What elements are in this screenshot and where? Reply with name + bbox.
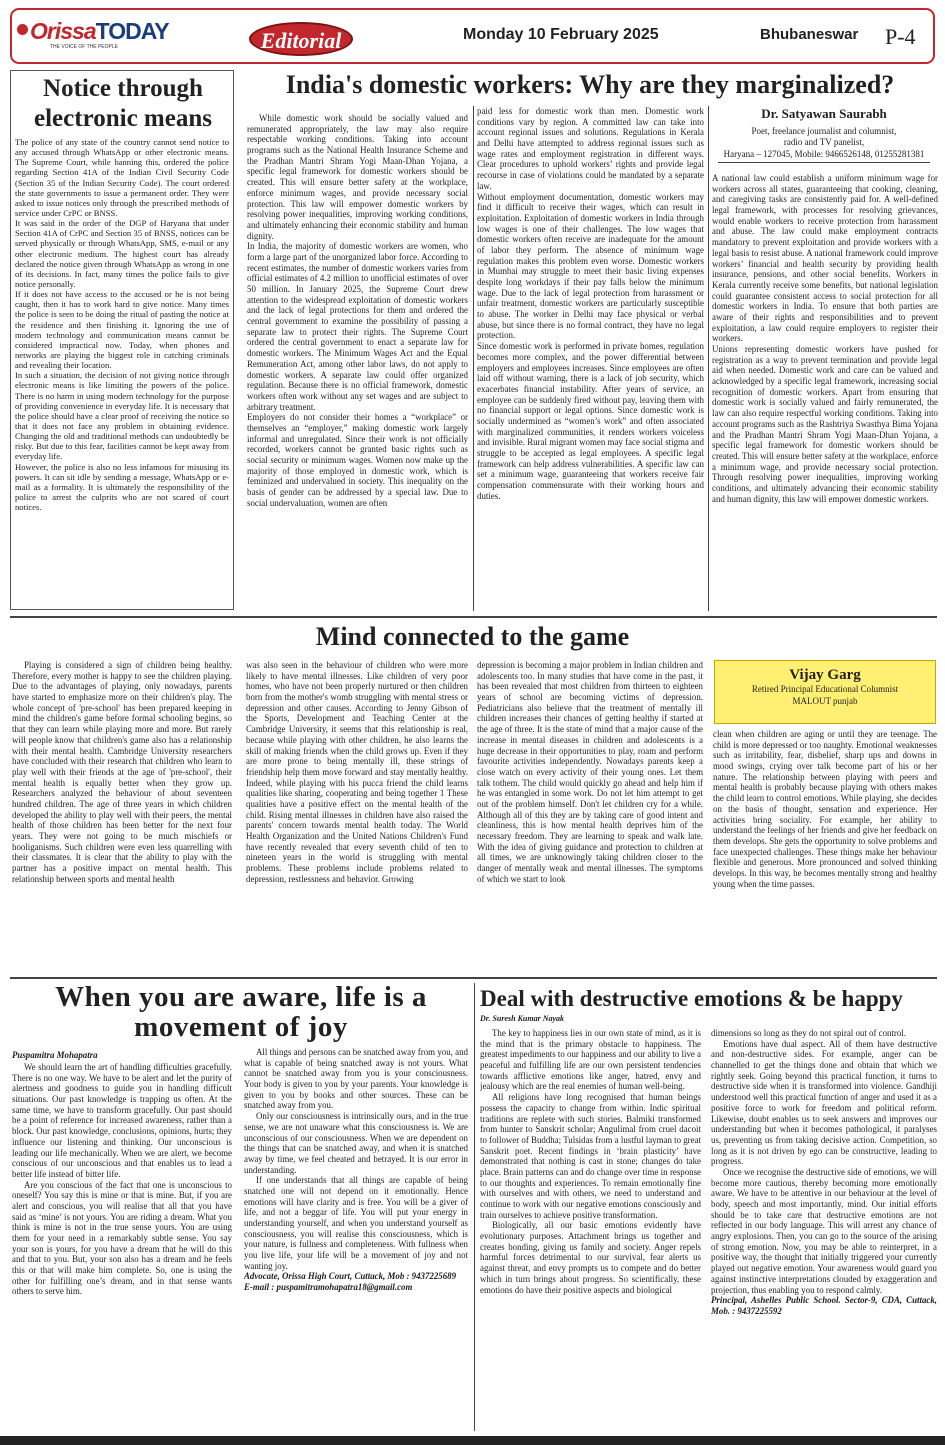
footer-bar	[0, 1436, 945, 1445]
paragraph: Playing is considered a sign of children being healthy. Therefore, every mother is happy to see the children playing. Due to the advantages of playing, only nowadays, parents have started to emphasize more on their children's play. The whole concept of 'pre-school' has been prepared keeping in mind the children's game before formal schooling begins, so that they can learn while playing more and more. But rarely will people know that children's game also has a relationship with their mental health. Cambridge University researchers have concluded with their research that children who learn to play well with their friends at the age of 'pre-school', their mental health is equally better when they grow up. Researchers analyzed the behaviour of about seventeen hundred children. The age of three years in which children developed the ability to play well with their peers, the mental health of those children has been better for the next four years. They were not going to be much mischiefs or hooliganisms. Such children were even less quarrelling with their classmates. It is clear that the ability to play with the partner has a positive impact on mental health. This relationship between sports and mental health	[12, 660, 232, 884]
deal-col-2	[711, 1028, 937, 1432]
issue-city: Bhubaneswar	[760, 26, 859, 43]
notice-body	[15, 137, 229, 607]
deal-author: Dr. Suresh Kumar Nayak	[480, 1014, 565, 1023]
newspaper-logo: OrissaTODAY THE VOICE OF THE PEOPLE	[20, 18, 169, 45]
paragraph: In India, the majority of domestic workers are women, who form a large part of the unorganized labor force. According to recent estimates, the number of domestic workers varies from official estimates of 4.2 million to unofficial estimates of over 50 million. In January 2025, the Supreme Court drew attention to the widespread exploitation of domestic workers and the lack of legal protections for them and ordered the central government to examine the possibility of passing a separate law to protect their rights. The Supreme Court ordered the central government to enact a separate law for domestic workers. The Minimum Wages Act and the Equal Remuneration Act, among other labor laws, do not apply to domestic workers. A separate law could offer organized regulation. Because there is no official framework, domestic workers often work without any set wages and are subject to arbitrary treatment.	[247, 241, 468, 412]
deal-col-1	[480, 1028, 701, 1432]
signature: E-mail : puspamitramohapatra18@gmail.com	[244, 1282, 413, 1293]
domestic-title: India's domestic workers: Why are they marginalized?	[285, 70, 895, 99]
section-badge: Editorial	[249, 22, 353, 56]
notice-title: Notice through electronic means	[34, 75, 212, 132]
issue-date: Monday 10 February 2025	[463, 26, 659, 43]
paragraph: paid less for domestic work than men. Domestic work conditions vary by region. A committed law can take into account regional issues and solutions. Regulations in Kerala and Delhi have attempted to address regional issues such as wage rates and employment registration in different ways. Clear procedures to uphold workers’ rights and provide legal recourse in case of violations could be mandated by a separate law.	[477, 106, 704, 191]
paragraph: Are you conscious of the fact that one is unconscious to oneself? You say this is mine or that is mine. But, if you are alert and conscious, you will realise that all that you have said as ‘mine’ is not yours. You are riding a dream. What you think is mine is not in the true sense yours. You are using them for your need in a remarkably subtle sense. You say your son is yours, for you have a dream that he will do this and that to you. But, your son also has a dream and he feels this or that will make him complete. So, one is using the other for fulfilling one’s dream, and in that sense wants others to serve him.	[12, 1179, 232, 1297]
paragraph: Once we recognise the destructive side of emotions, we will become more cautious, thereby becoming more emotionally aware. We have to be attentive in our behaviour at the level of body, speech and most importantly, mind. Our initial efforts should be to take care that destructive emotions are not reflected in our body language. This will arrest any chance of angry explosions. Then, you can go to the source of the arising of strong emotion. Now, you may be able to reinterpret, in a positive way, the thought that initially triggered your currently played out negative emotion. Your awareness would guard you against instinctive interpretations clouded by exaggeration and projection, thus enabling you to respond calmly.	[711, 1166, 937, 1295]
signature: Principal, Ashelles Public School. Sector-9, CDA, Cuttack, Mob. : 9437225592	[711, 1295, 937, 1316]
author-underline	[718, 162, 930, 163]
author-desc: Retired Principal Educational Columnist	[751, 684, 899, 694]
aware-col-1	[12, 1062, 232, 1432]
mind-col-4	[713, 729, 937, 973]
paragraph: All things and persons can be snatched away from you, and what is capable of being snatched away is not yours. What cannot be snatched away from you is your consciousness. Your body is given to you by your parents. Your knowledge is given to you by books and other sources. These can be snatched away from you.	[244, 1047, 468, 1111]
paragraph: Since domestic work is performed in private homes, regulation becomes more complex, and the power differential between employers and employees increases. Since employees are often laid off without warning, there is a lack of job security, which exacerbates financial instability. After years of service, an employee can be suddenly fired without pay, leaving them with no financial support or legal options. Since domestic work is socially undermined as “women’s work” and often associated with marginalized communities, it renders workers voiceless and invisible. Rural migrant women may face social stigma and struggle to be accepted as legal employees. A specific legal framework can help address vulnerabilities. A specific law can set a minimum wage, guaranteeing that workers receive fair compensation commensurate with their working hours and duties.	[477, 341, 704, 501]
domestic-col-1	[247, 113, 468, 611]
aware-author: Puspamitra Mohapatra	[12, 1050, 98, 1060]
paragraph: The key to happiness lies in our own state of mind, as it is the mind that is the primary obstacle to happiness. The greatest impediments to our happiness and our ability to live a peaceful and fulfilling life are our own persistent tendencies towards afflictive emotions like anger, hatred, envy and jealousy which are the real enemies of human well-being.	[480, 1028, 701, 1092]
domestic-col-2	[477, 106, 704, 612]
aware-col-2	[244, 1047, 468, 1432]
signature: Advocate, Orissa High Court, Cuttack, Mob : 9437225689	[244, 1271, 457, 1282]
paragraph: While domestic work should be socially valued and remunerated appropriately, the law may also require respectable working conditions. Taking into account programs such as the National Health Insurance Scheme and the Pradhan Mantri Shram Yogi Maan-Dhan Yojana, a specific legal framework for domestic workers should be created. This will ensure better safety at the workplace, enforce minimum wages, and provide necessary social protection. This law will empower domestic workers by resolving power inequalities, improving working conditions, and ultimately enhancing their economic stability and human dignity.	[247, 113, 468, 241]
mind-title: Mind connected to the game	[315, 622, 630, 651]
domestic-author-box	[710, 106, 938, 163]
paragraph: We should learn the art of handling difficulties gracefully. There is no one way. We have to be alert and let the purity of alertness and goodness to guide you in handling difficult situations. Our past knowledge is trapping us often. At the same time, we have to transform gracefully. Our past should be a point of reference for increased awareness, rather than a block. Our past knowledge, conclusions, opinions, hurts; they influence our listening and thinking. Our unconscious is leading our life mechanically. When we are alert, we become conscious of our unconscious and that enables us to lead a better life instead of bitter life.	[12, 1062, 232, 1179]
mind-author-box	[714, 660, 936, 724]
domestic-col-3	[712, 173, 938, 611]
paragraph: Biologically, all our basic emotions evidently have evolutionary purposes. Attachment brings us together and creates bonding, giving us family and society. Anger repels harmful forces detrimental to our survival, fear alerts us against threat, and envy prompts us to compete and do better which in turn brings about progress. So scientifically, these emotions do have their positive aspects and biological	[480, 1220, 701, 1295]
paragraph: In such a situation, the decision of not giving notice through electronic means is like limiting the powers of the police. There is no harm in using modern technology for the purpose of providing convenience in everyday life. It is necessary that the police should have a clear proof of receiving the notice so that it does not face any problem in obtaining evidence. Changing the old and traditional methods can undoubtedly be risky. But due to this fear, facilities cannot be kept away from everyday life.	[15, 370, 229, 462]
section-divider	[10, 977, 937, 979]
author-desc: MALOUT punjab	[792, 695, 858, 706]
paragraph: The police of any state of the country cannot send notice to any accused through WhatsApp or other electronic means. The Supreme Court, while banning this, ordered the police regarding Section 41A of the Indian Civil Security Code (Section 35 of the Indian Security Code). The court ordered the state governments to issue a permanent order. They were asked to issue notices only through the prescribed methods of service under CrPC or BNSS.	[15, 137, 229, 218]
mind-col-3	[477, 660, 703, 972]
paragraph: It was said in the order of the DGP of Haryana that under Section 41A of CrPC and Section 35 of BNSS, notices can be served physically or through WhatsApp, SMS, e-mail or any other electronic medium. The highest court has already declared the notice given through WhatsApp as wrong in one of its decisions. In fact, many times the police fails to give notice personally.	[15, 218, 229, 289]
paragraph: If one understands that all things are capable of being snatched one will not depend on it emotionally. Hence emotions will have clarity and is free. You will be a giver of life, and not a beggar of life. You will put your energy in understanding yourself, and when you understand yourself as consciousness, you will realise this consciousness, which is your nature, is fullness and completeness. With fullness when you live life, your life will be a movement of joy and not wanting joy.	[244, 1175, 468, 1271]
paragraph: A national law could establish a uniform minimum wage for workers across all states, guaranteeing that cooking, cleaning, and caregiving tasks are consistently paid for. A well-defined legal framework, with processes for resolving grievances, would enable workers to receive protection from harassment and abuse. The law could make employment contracts mandatory to prevent exploitation and provide workers with a legal basis to resist abuse. A national framework could improve workers’ financial and health security by providing health insurance, pensions, and other social benefits. Workers in Kerala currently receive some benefits, but national legislation could guarantee consistent access to social protection for all domestic workers in India. To ensure that both parties are aware of their rights and responsibilities and to prevent exploitation, a law could require employers to register their workers.	[712, 173, 938, 344]
column-divider	[708, 106, 709, 611]
aware-title: When you are aware, life is a movement of joy	[55, 981, 427, 1044]
mind-col-1	[12, 660, 232, 972]
author-desc: Poet, freelance journalist and columnist,	[751, 126, 897, 136]
paragraph: If it does not have access to the accused or he is not being caught, then it has to work hard to give notice. Many times the police is seen to be doing the ritual of pasting the notice at the residence and then finishing it. Ignoring the use of modern technology and communication means cannot be considered impractical now. Today, when phones and networks are playing the biggest role in catching criminals and revealing their location.	[15, 289, 229, 371]
column-divider	[474, 983, 475, 1431]
section-divider	[10, 616, 937, 618]
page-number: P-4	[885, 24, 916, 49]
paragraph: All religions have long recognised that human beings possess the capacity to change from within. Indic spiritual traditions are replete with such stories. Balmiki transformed from hunter to Sanskrit scholar; Angulimal from cruel dacoit to follower of Buddha; Tulsidas from a lustful layman to great Sanskrit poet. Recent findings in ‘brain plasticity’ have demonstrated that nothing is cast in stone; changes do take place. Brain patterns can and do change over time in response to our thoughts and experiences. To remain emotionally fine with ourselves and with others, we need to understand and continue to work with our negative emotions consciously and train ourselves to achieve positive transformation.	[480, 1092, 701, 1220]
paragraph: Unions representing domestic workers have pushed for registration as a way to prevent termination and provide legal aid when needed. Domestic work and care can be valued and acknowledged by a specific legal framework, increasing social recognition of domestic workers. Apart from ensuring that domestic work is socially valued and fairly remunerated, the law can also require respectful working conditions. Taking into account programs such as the Rashtriya Swasthya Bima Yojana and the Pradhan Mantri Shram Yogi Maan-Dhan Yojana, a specific legal framework for domestic workers should be created. This will ensure better safety at the workplace, enforce a minimum wage, and provide necessary social protection. Through resolving power inequalities, improving working conditions, and ultimately advancing their economic stability and human dignity, this law will empower domestic workers.	[712, 344, 938, 504]
column-divider	[473, 106, 474, 611]
deal-title: Deal with destructive emotions & be happy	[480, 986, 903, 1011]
author-desc: radio and TV panelist,	[783, 137, 865, 148]
paragraph: clean when children are aging or until they are teenage. The child is more depressed or too naughty. Emotional weaknesses such as irritability, fear, disbelief, sharp ups and downs in mood swings, crying over talk become part of his or her nature. The relationship between playing with peers and mental health is probably because playing with others makes the child learn to control emotions. While playing, she decides on the basis of thought, sensation and experience. Her activities bring sociality. For example, her ability to understand the feelings of her friends and give her feedback on them develops. She gets the opportunity to solve problems and face unexpected challenges. These things make her behaviour flexible and generous. More pronounced and solved thinking develops. In this way, he becomes mentally strong and healthy young when the time passes.	[713, 729, 937, 889]
paragraph: depression is becoming a major problem in Indian children and adolescents too. In many studies that have come in the past, it has been revealed that most children from thirteen to eighteen years of school are becoming victims of depression. Pediatricians also believe that the treatment of mentally ill children increases their chances of getting healthy if started at the age of three. It is the state of mind that a major cause of the increase in mental diseases in children and adolescents is a huge decrease in their opportunities to play, roam and perform favourite activities independently. Nowadays parents keep a close watch on every activity of their young ones. Let them talk tothem. The child would quickly go ahead and help him if he was entangled in some work. Do not let him attempt to get out of the problem himself. Don't let children cry for a while. Although all of this they are by taking care of good intent and cleanliness, this is how mental health deprives him of the necessary freedom. They are learning to speak and walk late. With the idea of giving guidance and protection to children at all times, we are unknowingly taking children closer to the danger of mentally weak and mental illnesses. The symptoms of which we start to look	[477, 660, 703, 884]
paragraph: Employers do not consider their homes a “workplace” or themselves an “employer,” making domestic work largely informal and unregulated. Since their work is not officially recorded, workers cannot be granted basic rights such as social security or minimum wages. Women now make up the majority of those employed in domestic work, which is feminized and undervalued in society. This inequality on the basis of gender can be addressed by a special law. Due to social undervaluation, women are often	[247, 412, 468, 508]
author-desc: Haryana – 127045, Mobile: 9466526148, 01255281381	[723, 148, 925, 159]
paragraph: dimensions so long as they do not spiral out of control.	[711, 1028, 906, 1038]
paragraph: Without employment documentation, domestic workers may find it difficult to receive their wages, which can result in exploitation. Exploitation of domestic workers in India through low wages is one of their challenges. The low wages that domestic workers often receive are inadequate for the amount of labor they perform. The absence of minimum wage regulation makes this problem even worse. Domestic workers in Mumbai may struggle to meet their basic living expenses despite long workdays if their pay falls below the minimum wage. Due to the lack of legal protection from harassment or unfair treatment, domestic workers are particularly susceptible to abuse. The worker in Delhi may face physical or verbal abuse, but since there is no formal contract, they have no legal protection.	[477, 191, 704, 341]
author-name: Dr. Satyawan Saurabh	[761, 106, 887, 121]
mind-col-2	[246, 660, 468, 972]
paragraph: Only our consciousness is intrinsically ours, and in the true sense, we are not unaware what this consciousness is. We are unconscious of our consciousness. When we are dependent on the things that can be snatched away, and when it is snatched away by time, we feel cheated and betrayed. It is our error in understanding.	[244, 1111, 468, 1175]
author-name: Vijay Garg	[789, 667, 861, 683]
paragraph: However, the police is also no less infamous for misusing its powers. It can sit idle by sending a message, WhatsApp or e-mail as a formality. It is ultimately the responsibility of the police to arrest the culprits who are not scared of court notices.	[15, 461, 229, 513]
paragraph: Emotions have dual aspect. All of them have destructive and non-destructive sides. For example, anger can be channelled to get the things done and obtain that which we rightly seek. Going beyond this practical function, it turns to destructive side when it is transformed into violence. Gandhiji understood well this practical function of anger and used it as a positive force to work for freedom and political reform. Likewise, doubt enables us to seek answers and improves our understanding but when it becomes pathological, it paralyses us, preventing us from taking decisive action. Competition, so long as it is not driven by ego can be constructive, leading to progress.	[711, 1038, 937, 1167]
logo-icon	[17, 24, 28, 35]
paragraph: was also seen in the behaviour of children who were more likely to have mental illnesses. Like children of very poor homes, who have not been properly nurtured or then children born from the mother's womb struggling with mental stress or depression and other causes. According to Jenny Gibson of the Sports, Development and Teaching Center at the Cambridge University, it seems that this relationship is real, because while playing with other children, he also learns the skill of making friends when the child grows up. Even if they are more prone to being mentally ill, these strings of friendship help them move forward and stay mentally healthy. Indeed, while playing with his pucca friend the child learns qualities like sharing, cooperating and being together 1 These qualities have a positive effect on the mental health of the child. Rising mental illnesses in children have also raised the parents' concern towards mental health today. The World Health Organization and the United Nations Children's Fund have recently revealed that every seventh child of ten to nineteen years in the world is struggling with mental problems. These problems include problems related to depression, restlessness and behavior. Growing	[246, 660, 468, 884]
